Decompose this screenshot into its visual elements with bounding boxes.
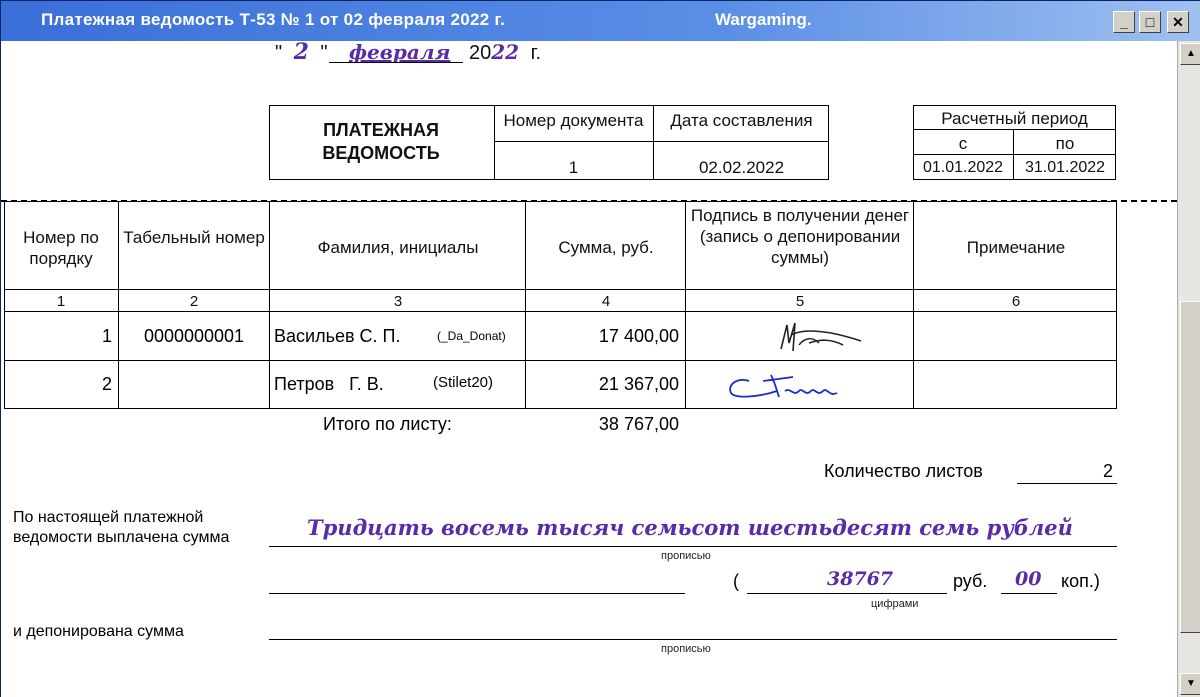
doc-header-divider [494, 141, 829, 142]
total-label: Итого по листу: [323, 414, 452, 434]
col-number: 1 [56, 293, 66, 310]
row1-name: Васильев С. П. [274, 326, 401, 346]
paid-words-line [269, 546, 1117, 547]
date-day: 2 [293, 41, 309, 65]
paid-rub-label: руб. [953, 571, 988, 591]
paid-digits-line [747, 593, 947, 594]
period-from-value: 01.01.2022 [922, 159, 1004, 176]
row1-nick: (_Da_Donat) [437, 329, 506, 343]
row2-sum: 21 367,00 [598, 374, 679, 394]
col-divider-4 [685, 201, 686, 409]
row2-name: Петров Г. В. [274, 374, 384, 394]
col-header-name: Фамилия, инициалы [317, 238, 479, 257]
sheets-label: Количество листов [824, 461, 983, 481]
close-button[interactable]: ✕ [1167, 11, 1189, 33]
minimize-button[interactable]: _ [1113, 11, 1135, 33]
period-from-label: с [958, 134, 968, 153]
row2-nick: (Stilet20) [433, 374, 494, 391]
vertical-scrollbar[interactable] [1177, 41, 1200, 697]
row2-num: 2 [101, 374, 112, 394]
row-divider-3 [4, 360, 1117, 361]
deposited-label: и депонирована сумма [13, 623, 184, 640]
col-number: 6 [1011, 293, 1021, 310]
col-divider-3 [525, 201, 526, 409]
paid-open-paren: ( [733, 571, 739, 591]
col-number: 5 [795, 293, 805, 310]
row2-signature [719, 363, 849, 403]
col-header-tab: Табельный номер [123, 228, 265, 247]
col-header-signature: Подпись в получении денег (запись о депонировании суммы) [690, 206, 910, 267]
paid-words-line-2 [269, 593, 685, 594]
doc-col-divider-1 [494, 105, 495, 180]
date-year [469, 41, 541, 65]
paid-kop: 00 [1015, 568, 1042, 590]
row1-sum: 17 400,00 [598, 326, 679, 346]
col-number: 2 [189, 293, 199, 310]
maximize-button[interactable]: □ [1139, 11, 1161, 33]
doc-col-divider-2 [653, 105, 654, 180]
paid-kop-line [1001, 593, 1057, 594]
col-divider-5 [913, 201, 914, 409]
paid-words: Тридцать восемь тысяч семьсот шестьдесят семь рублей [307, 515, 1073, 540]
doc-date-value: 02.02.2022 [698, 158, 785, 177]
date-month: февраля [349, 41, 451, 64]
paid-digits: 38767 [827, 568, 894, 590]
doc-number-label: Номер документа [503, 111, 644, 130]
col-number: 4 [601, 293, 611, 310]
year-prefix: 20 [469, 42, 492, 64]
period-divider-2 [913, 154, 1116, 155]
doc-title: ПЛАТЕЖНАЯ ВЕДОМОСТЬ [322, 120, 440, 163]
row1-signature [769, 315, 873, 357]
col-header-num: Номер по порядку [23, 228, 99, 268]
paid-label-1: По настоящей платежной [13, 509, 204, 526]
title-bar[interactable] [1, 1, 1200, 41]
scroll-up-button[interactable]: ▲ [1180, 43, 1200, 65]
period-divider-1 [913, 129, 1116, 130]
sheets-underline [1017, 483, 1117, 484]
year-suffix: 22 [491, 41, 520, 64]
date-quote-open: " [275, 42, 283, 64]
row1-tab: 0000000001 [143, 326, 245, 346]
period-to-label: по [1055, 134, 1075, 153]
col-number: 3 [393, 293, 403, 310]
period-label: Расчетный период [941, 109, 1088, 128]
row-divider-1 [4, 289, 1117, 290]
document-view [1, 41, 1177, 697]
year-g: г. [530, 42, 542, 64]
row1-num: 1 [101, 326, 112, 346]
paid-kop-label: коп.) [1061, 571, 1100, 591]
deposited-line [269, 639, 1117, 640]
col-divider-2 [269, 201, 270, 409]
date-quote-close: " [320, 42, 328, 64]
window-title: Платежная ведомость Т-53 № 1 от 02 февраля 2022 г. [41, 10, 506, 29]
paid-digits-caption: цифрами [871, 598, 919, 610]
col-header-sum: Сумма, руб. [558, 238, 654, 257]
doc-date-label: Дата составления [670, 111, 813, 130]
deposited-caption: прописью [661, 643, 711, 655]
col-divider-1 [118, 201, 119, 409]
period-to-value: 31.01.2022 [1024, 159, 1106, 176]
month-underline [329, 62, 463, 63]
paid-words-caption: прописью [661, 550, 711, 562]
doc-number-value: 1 [568, 158, 579, 177]
sheets-value: 2 [1102, 461, 1113, 481]
col-header-note: Примечание [966, 238, 1066, 257]
paid-label-2: ведомости выплачена сумма [13, 529, 230, 546]
date-line [275, 41, 328, 65]
scroll-thumb[interactable] [1180, 301, 1200, 633]
total-sum: 38 767,00 [598, 414, 679, 434]
app-name: Wargaming. [715, 10, 812, 29]
scroll-down-button[interactable]: ▼ [1180, 673, 1200, 695]
